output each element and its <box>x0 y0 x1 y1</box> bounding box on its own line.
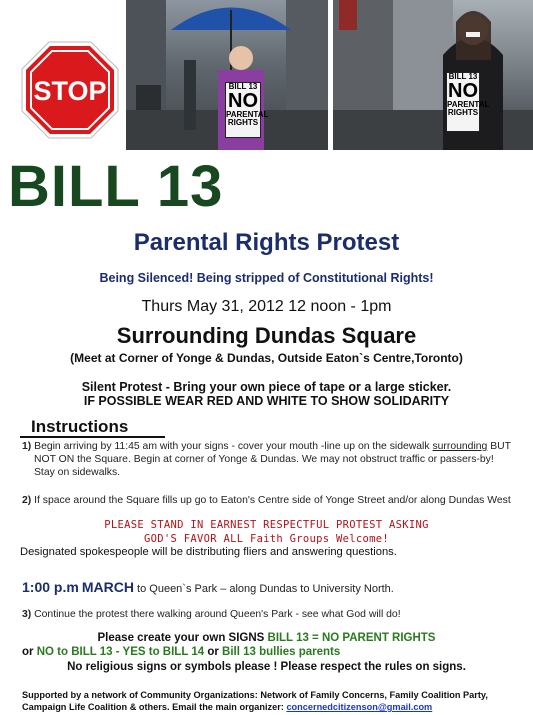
step-text-underlined: surrounding <box>432 441 488 452</box>
rules-line: No religious signs or symbols please ! Please respect the rules on signs. <box>67 661 466 673</box>
sign-line: PARENTAL <box>447 100 490 109</box>
event-date: Thurs May 31, 2012 12 noon - 1pm <box>141 298 392 315</box>
heading-underline <box>20 436 165 438</box>
faith-groups-note: GOD'S FAVOR ALL Faith Groups Welcome! <box>144 533 389 545</box>
step-text: Begin arriving by 11:45 am with your signs - cover your mouth -line up on the sidewalk <box>34 441 433 452</box>
step-text: If space around the Square fills up go to Eaton's Centre side of Yonge Street and/or along Dundas West <box>34 495 511 506</box>
step-text: BUT <box>487 441 512 452</box>
subtitle: Parental Rights Protest <box>133 229 400 256</box>
solidarity-note: IF POSSIBLE WEAR RED AND WHITE TO SHOW SOLIDARITY <box>83 394 450 408</box>
stop-sign-icon <box>20 40 120 140</box>
signs-text: Please create your own SIGNS <box>97 632 268 644</box>
page-title: BILL 13 <box>8 154 224 219</box>
protest-photo-umbrella <box>126 0 328 150</box>
organizer-email-link[interactable]: concernedcitizenson@gmail.com <box>286 702 433 712</box>
protest-sign <box>446 72 490 132</box>
signs-slogan: BILL 13 = NO PARENT RIGHTS <box>267 632 436 644</box>
signs-slogan: Bill 13 bullies parents <box>222 646 341 658</box>
protest-photo-tape <box>333 0 533 150</box>
march-time: 1:00 p.m <box>22 579 79 595</box>
signs-slogan: NO to BILL 13 - YES to BILL 14 <box>36 646 205 658</box>
protest-sign <box>225 82 269 138</box>
spokespeople-note: Designated spokespeople will be distributing fliers and answering questions. <box>20 546 397 558</box>
signs-text: or <box>22 646 37 658</box>
support-text: Campaign Life Coalition & others. Email the main organizer: <box>22 702 287 712</box>
tagline: Being Silenced! Being stripped of Constitutional Rights! <box>99 271 434 285</box>
step-number: 2) <box>22 495 32 506</box>
signs-line <box>0 632 533 644</box>
step-2 <box>22 494 527 507</box>
sign-line: BILL 13 <box>228 82 258 91</box>
step-1 <box>22 440 527 480</box>
prayer-note: PLEASE STAND IN EARNEST RESPECTFUL PROTEST ASKING <box>104 519 429 531</box>
sign-line: PARENTAL <box>226 110 269 119</box>
step-text: Continue the protest there walking around Queen's Park - see what God will do! <box>34 609 401 620</box>
meeting-point: (Meet at Corner of Yonge & Dundas, Outside Eaton`s Centre,Toronto) <box>70 351 463 365</box>
step-text: Stay on sidewalks. <box>34 467 121 479</box>
support-footer <box>22 689 522 713</box>
march-route: to Queen`s Park – along Dundas to University North. <box>137 583 394 595</box>
step-number: 3) <box>22 609 32 620</box>
step-number: 1) <box>22 441 32 452</box>
sign-line: BILL 13 <box>448 72 478 81</box>
sign-line: RIGHTS <box>447 108 479 117</box>
sign-line: NO <box>228 90 258 112</box>
march-line <box>22 579 394 595</box>
silent-protest-note: Silent Protest - Bring your own piece of tape or a large sticker. <box>81 380 452 394</box>
stop-sign-text: STOP <box>33 76 107 106</box>
sign-line: RIGHTS <box>227 118 259 127</box>
sign-line: NO <box>448 80 478 102</box>
instructions-heading: Instructions <box>31 417 129 436</box>
signs-text: or <box>204 646 223 658</box>
step-3 <box>22 608 527 621</box>
support-text: Supported by a network of Community Organizations: Network of Family Concerns, Family Coalition Party, <box>22 690 488 700</box>
event-location: Surrounding Dundas Square <box>116 323 417 348</box>
step-text: NOT ON the Square. Begin at corner of Yonge & Dundas. We may not obstruct traffic or passers-by! <box>34 454 494 466</box>
signs-line-2 <box>22 646 340 658</box>
march-word: MARCH <box>81 579 134 595</box>
